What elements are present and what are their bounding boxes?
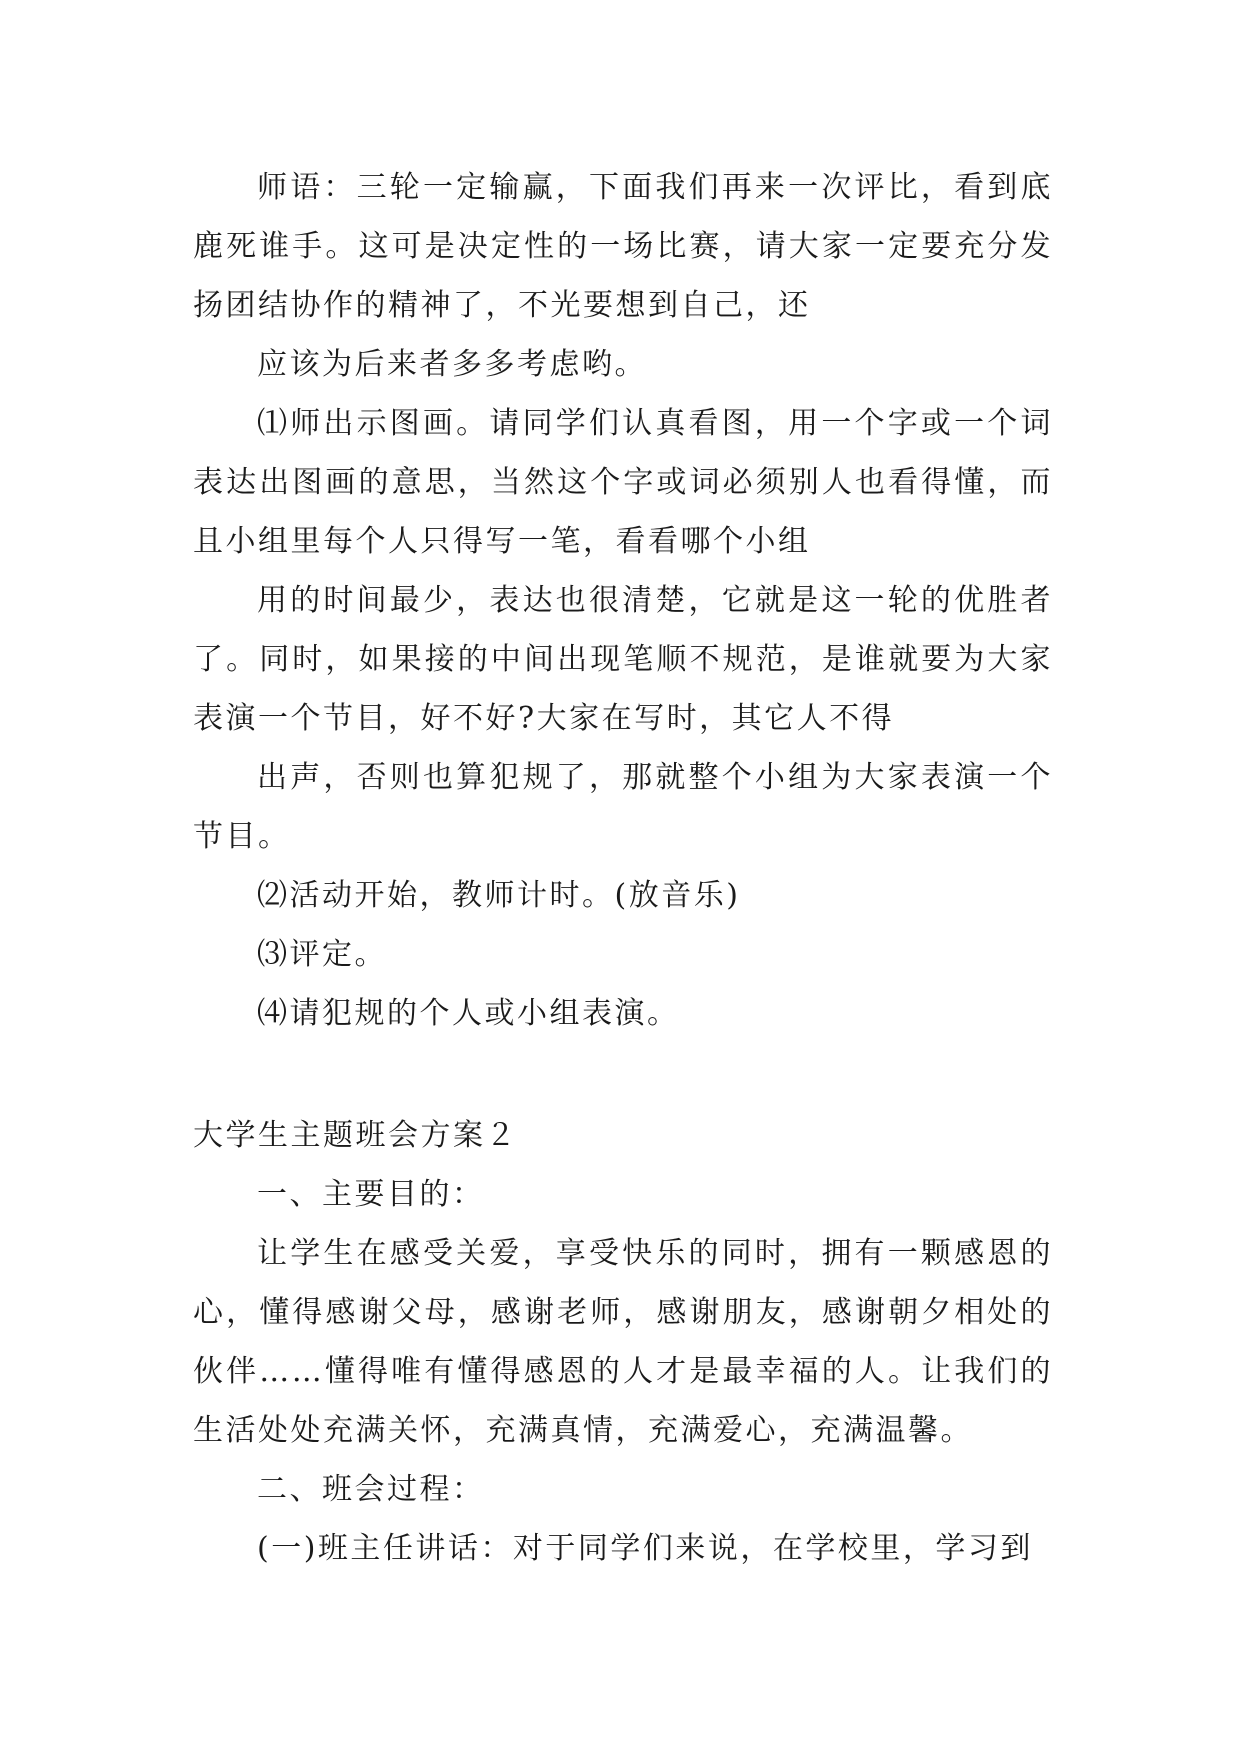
paragraph-purpose-body: 让学生在感受关爱，享受快乐的同时，拥有一颗感恩的心，懂得感谢父母，感谢老师，感谢朋友，感谢朝夕相处的伙伴……懂得唯有懂得感恩的人才是最幸福的人。让我们的生活处处充满关怀，充满真情，充满爱心，充满温馨。 xyxy=(193,1236,1053,1448)
paragraph-teacher-speech: 师语：三轮一定输赢，下面我们再来一次评比，看到底鹿死谁手。这可是决定性的一场比赛，请大家一定要充分发扬团结协作的精神了，不光要想到自己，还 xyxy=(193,170,1053,323)
paragraph-step-4: ⑷请犯规的个人或小组表演。 xyxy=(257,996,680,1031)
paragraph-silence-rule: 出声，否则也算犯规了，那就整个小组为大家表演一个节目。 xyxy=(193,760,1053,854)
paragraph-step-2: ⑵活动开始，教师计时。(放音乐) xyxy=(257,878,741,913)
paragraph-teacher-talk: (一)班主任讲话：对于同学们来说，在学校里，学习到 xyxy=(257,1531,1033,1566)
document-body xyxy=(193,158,1053,1578)
heading-main-purpose: 一、主要目的： xyxy=(257,1177,485,1212)
paragraph-consider-others: 应该为后来者多多考虑哟。 xyxy=(257,347,647,382)
paragraph-step-3: ⑶评定。 xyxy=(257,937,387,972)
heading-meeting-process: 二、班会过程： xyxy=(257,1472,485,1507)
section-title: 大学生主题班会方案２ xyxy=(193,1118,518,1153)
paragraph-winner-rule: 用的时间最少，表达也很清楚，它就是这一轮的优胜者了。同时，如果接的中间出现笔顺不规范，是谁就要为大家表演一个节目，好不好?大家在写时，其它人不得 xyxy=(193,583,1053,736)
paragraph-step-1: ⑴师出示图画。请同学们认真看图，用一个字或一个词表达出图画的意思，当然这个字或词必须别人也看得懂，而且小组里每个人只得写一笔，看看哪个小组 xyxy=(193,406,1053,559)
